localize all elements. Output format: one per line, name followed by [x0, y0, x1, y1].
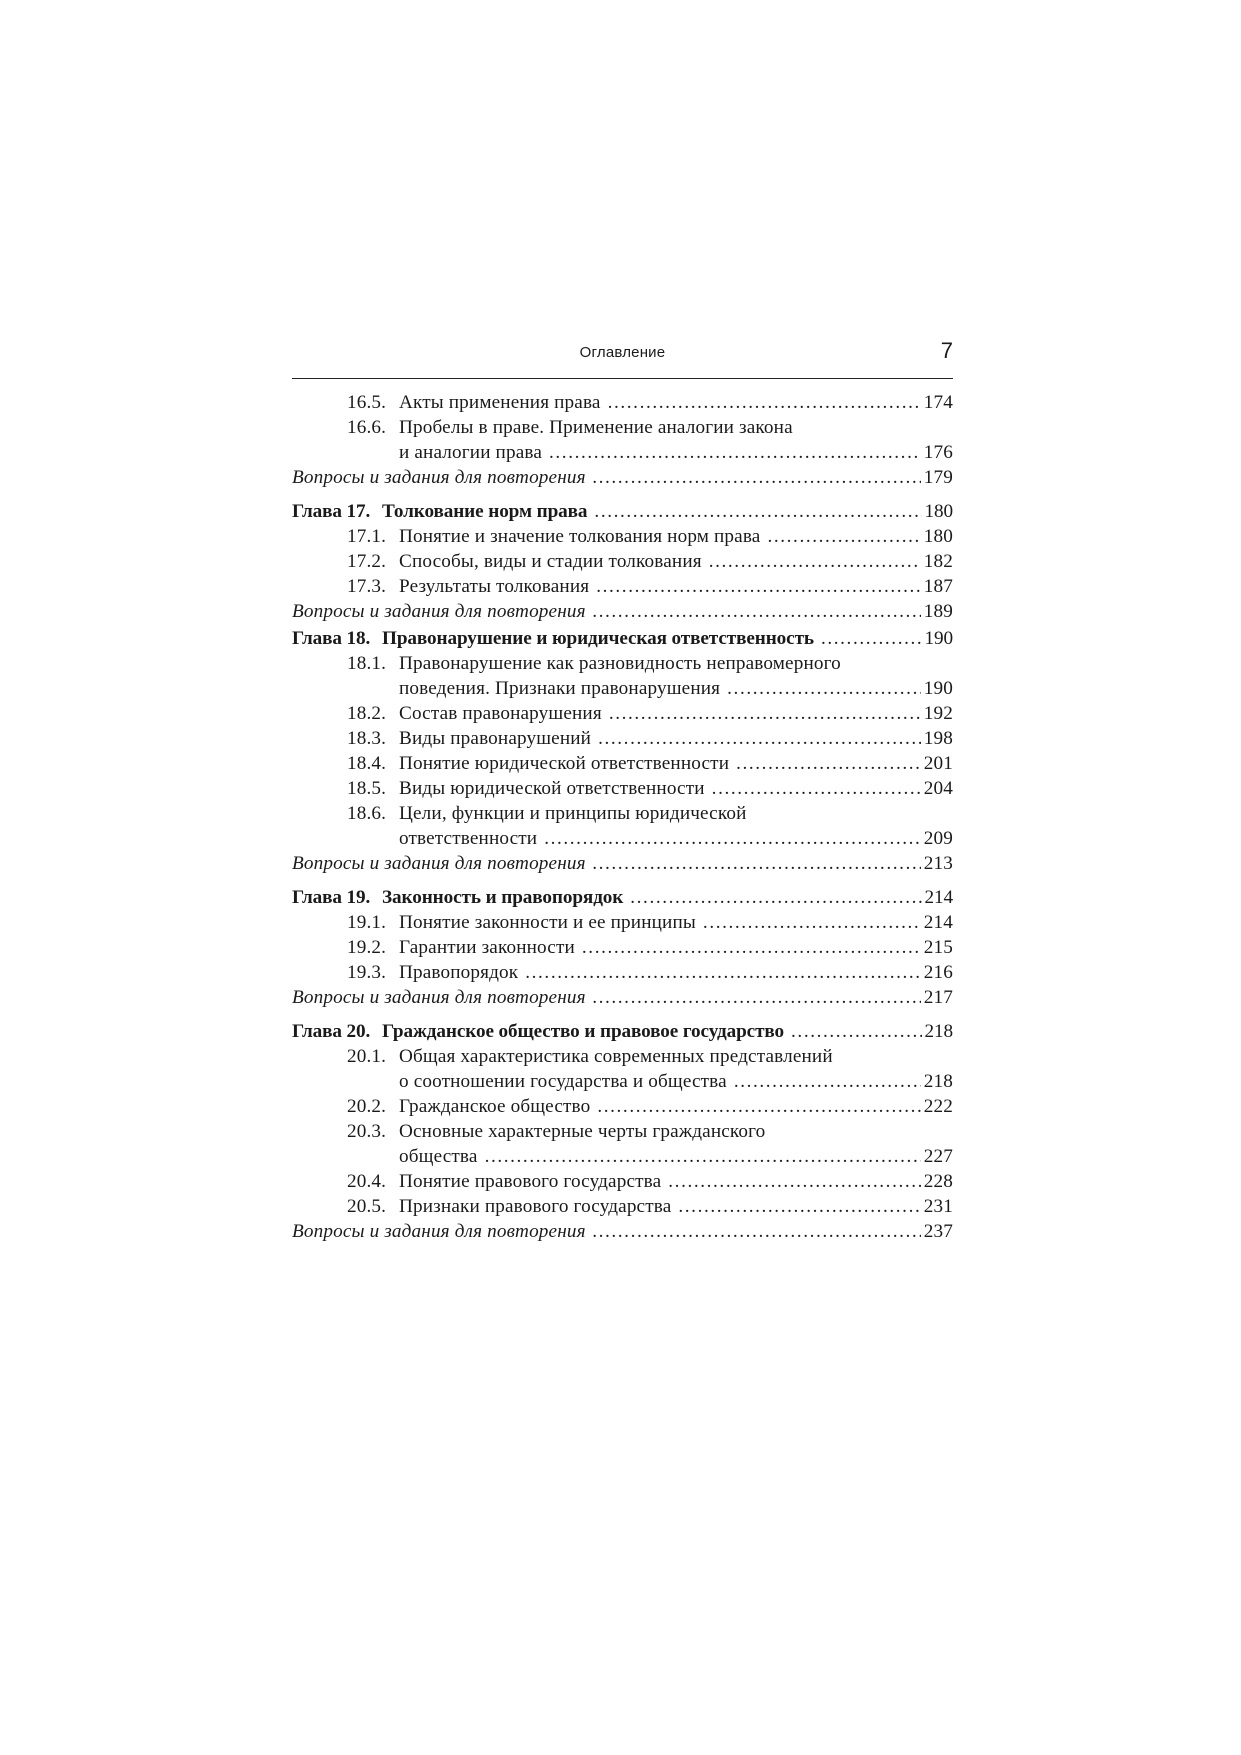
page-ref: 180: [924, 501, 953, 522]
dot-leader: [791, 1019, 921, 1044]
page-ref: 217: [923, 987, 953, 1008]
dot-leader: [593, 1219, 921, 1244]
dot-leader: [549, 440, 921, 465]
section-title: Виды правонарушений: [399, 728, 592, 749]
toc-chapter-19[interactable]: [292, 885, 953, 910]
chapter-number: Глава 20.: [292, 1021, 371, 1042]
section-title-line-2: о соотношении государства и общества: [399, 1071, 727, 1092]
chapter-title: Гражданское общество и правовое государство: [382, 1021, 785, 1042]
section-title-line-2: поведения. Признаки правонарушения: [399, 678, 721, 699]
section-title-line-1: Основные характерные черты гражданского: [399, 1121, 766, 1142]
toc-questions-18[interactable]: [292, 851, 953, 876]
chapter-title: Законность и правопорядок: [382, 887, 624, 908]
table-of-contents: [292, 379, 953, 1244]
toc-section-18-6[interactable]: [292, 801, 953, 851]
page-ref: 190: [923, 678, 953, 699]
page-ref: 198: [923, 728, 953, 749]
section-title: Правопорядок: [399, 962, 519, 983]
section-title: Понятие юридической ответственности: [399, 753, 730, 774]
dot-leader: [597, 1094, 920, 1119]
dot-leader: [734, 1069, 921, 1094]
section-number: 19.1.: [347, 912, 387, 933]
toc-section-18-3[interactable]: [292, 726, 953, 751]
section-number: 20.3.: [347, 1121, 387, 1142]
section-title: Понятие законности и ее принципы: [399, 912, 696, 933]
dot-leader: [709, 549, 921, 574]
dot-leader: [596, 574, 921, 599]
toc-section-18-5[interactable]: [292, 776, 953, 801]
section-number: 20.4.: [347, 1171, 387, 1192]
page-ref: 174: [923, 392, 953, 413]
toc-section-17-1[interactable]: [292, 524, 953, 549]
book-page: [292, 338, 953, 1244]
page-number: 7: [940, 338, 953, 363]
toc-section-18-4[interactable]: [292, 751, 953, 776]
running-title: Оглавление: [579, 344, 666, 361]
toc-section-19-3[interactable]: [292, 960, 953, 985]
dot-leader: [736, 751, 921, 776]
page-ref: 215: [923, 937, 953, 958]
section-title-line-2: и аналогии права: [399, 442, 543, 463]
section-number: 18.3.: [347, 728, 387, 749]
section-number: 20.1.: [347, 1046, 387, 1067]
section-title-line-1: Правонарушение как разновидность неправомерного: [399, 653, 841, 674]
page-ref: 179: [923, 467, 953, 488]
dot-leader: [544, 826, 921, 851]
section-title: Понятие и значение толкования норм права: [399, 526, 761, 547]
toc-chapter-17[interactable]: [292, 499, 953, 524]
section-title-line-2: ответственности: [399, 828, 538, 849]
page-ref: 190: [924, 628, 953, 649]
section-number: 19.3.: [347, 962, 387, 983]
toc-section-16-6[interactable]: [292, 415, 953, 465]
page-ref: 201: [923, 753, 953, 774]
toc-section-19-1[interactable]: [292, 910, 953, 935]
section-title: Гражданское общество: [399, 1096, 591, 1117]
questions-title: Вопросы и задания для повторения: [292, 987, 586, 1008]
dot-leader: [608, 390, 921, 415]
toc-questions-20[interactable]: [292, 1219, 953, 1244]
section-number: 18.5.: [347, 778, 387, 799]
dot-leader: [609, 701, 921, 726]
section-title: Виды юридической ответственности: [399, 778, 705, 799]
chapter-number: Глава 18.: [292, 628, 371, 649]
dot-leader: [594, 499, 921, 524]
toc-section-20-1[interactable]: [292, 1044, 953, 1094]
toc-questions-16[interactable]: [292, 465, 953, 490]
chapter-title: Толкование норм права: [382, 501, 588, 522]
page-ref: 187: [923, 576, 953, 597]
toc-questions-19[interactable]: [292, 985, 953, 1010]
section-title-line-2: общества: [399, 1146, 478, 1167]
section-number: 20.5.: [347, 1196, 387, 1217]
section-number: 17.3.: [347, 576, 387, 597]
questions-title: Вопросы и задания для повторения: [292, 467, 586, 488]
section-title-line-1: Цели, функции и принципы юридической: [399, 803, 747, 824]
section-title: Акты применения права: [399, 392, 601, 413]
dot-leader: [727, 676, 921, 701]
page-ref: 182: [923, 551, 953, 572]
chapter-title: Правонарушение и юридическая ответственность: [382, 628, 814, 649]
page-ref: 218: [924, 1021, 953, 1042]
dot-leader: [593, 465, 921, 490]
page-ref: 227: [923, 1146, 953, 1167]
toc-section-16-5[interactable]: [292, 390, 953, 415]
section-number: 20.2.: [347, 1096, 387, 1117]
page-ref: 214: [924, 887, 953, 908]
page-ref: 176: [923, 442, 953, 463]
dot-leader: [767, 524, 920, 549]
section-number: 18.2.: [347, 703, 387, 724]
section-number: 16.5.: [347, 392, 387, 413]
section-title-line-1: Общая характеристика современных представлений: [399, 1046, 833, 1067]
section-title-line-1: Пробелы в праве. Применение аналогии закона: [399, 417, 793, 438]
dot-leader: [582, 935, 921, 960]
section-title: Понятие правового государства: [399, 1171, 662, 1192]
page-ref: 180: [923, 526, 953, 547]
dot-leader: [678, 1194, 920, 1219]
section-number: 19.2.: [347, 937, 387, 958]
page-ref: 209: [923, 828, 953, 849]
dot-leader: [593, 851, 921, 876]
toc-section-20-5[interactable]: [292, 1194, 953, 1219]
page-ref: 214: [923, 912, 953, 933]
dot-leader: [668, 1169, 920, 1194]
dot-leader: [712, 776, 921, 801]
dot-leader: [598, 726, 921, 751]
page-ref: 204: [923, 778, 953, 799]
toc-section-17-3[interactable]: [292, 574, 953, 599]
section-number: 18.6.: [347, 803, 387, 824]
dot-leader: [593, 985, 921, 1010]
section-title: Результаты толкования: [399, 576, 590, 597]
dot-leader: [630, 885, 921, 910]
section-number: 16.6.: [347, 417, 387, 438]
page-ref: 222: [923, 1096, 953, 1117]
toc-questions-17[interactable]: [292, 599, 953, 624]
section-title: Гарантии законности: [399, 937, 575, 958]
section-number: 17.2.: [347, 551, 387, 572]
chapter-number: Глава 19.: [292, 887, 371, 908]
toc-section-18-2[interactable]: [292, 701, 953, 726]
section-title: Способы, виды и стадии толкования: [399, 551, 702, 572]
page-ref: 228: [923, 1171, 953, 1192]
toc-section-19-2[interactable]: [292, 935, 953, 960]
dot-leader: [485, 1144, 921, 1169]
questions-title: Вопросы и задания для повторения: [292, 601, 586, 622]
dot-leader: [821, 626, 922, 651]
dot-leader: [593, 599, 921, 624]
dot-leader: [703, 910, 921, 935]
section-number: 17.1.: [347, 526, 387, 547]
toc-section-20-4[interactable]: [292, 1169, 953, 1194]
toc-section-20-2[interactable]: [292, 1094, 953, 1119]
page-ref: 189: [923, 601, 953, 622]
toc-chapter-18[interactable]: [292, 626, 953, 651]
section-title: Состав правонарушения: [399, 703, 602, 724]
page-ref: 231: [923, 1196, 953, 1217]
chapter-number: Глава 17.: [292, 501, 371, 522]
dot-leader: [525, 960, 921, 985]
page-ref: 216: [923, 962, 953, 983]
page-ref: 213: [923, 853, 953, 874]
questions-title: Вопросы и задания для повторения: [292, 1221, 586, 1242]
toc-section-18-1[interactable]: [292, 651, 953, 701]
section-number: 18.1.: [347, 653, 387, 674]
page-ref: 237: [923, 1221, 953, 1242]
page-ref: 218: [923, 1071, 953, 1092]
page-ref: 192: [923, 703, 953, 724]
running-header: [292, 338, 953, 379]
questions-title: Вопросы и задания для повторения: [292, 853, 586, 874]
toc-section-20-3[interactable]: [292, 1119, 953, 1169]
toc-chapter-20[interactable]: [292, 1019, 953, 1044]
toc-section-17-2[interactable]: [292, 549, 953, 574]
section-number: 18.4.: [347, 753, 387, 774]
section-title: Признаки правового государства: [399, 1196, 672, 1217]
